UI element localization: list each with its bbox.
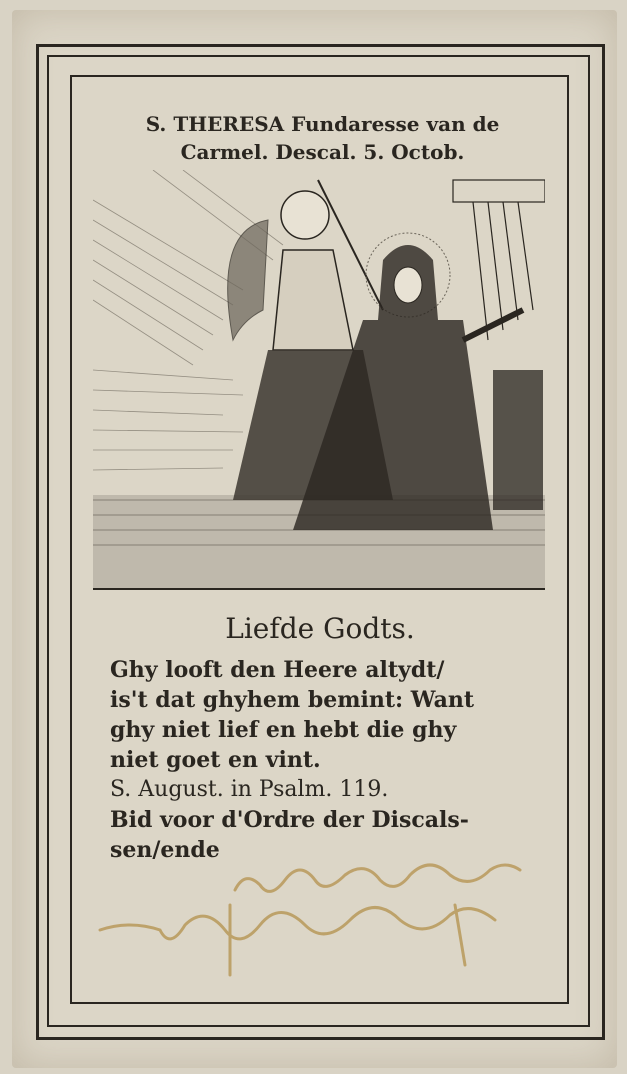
- text-heading: Liefde Godts.: [225, 612, 415, 645]
- text-line: is't dat ghyhem bemint: Want: [110, 687, 475, 713]
- header-line-2: Carmel. Descal. 5. Octob.: [180, 140, 465, 164]
- prayer-line: Bid voor d'Ordre der Discals-: [110, 807, 469, 833]
- text-line: niet goet en vint.: [110, 747, 321, 773]
- text-reference: S. August. in Psalm. 119.: [110, 777, 389, 802]
- prayer-line: sen/ende: [110, 837, 220, 863]
- header-line-1: S. THERESA Fundaresse van de: [145, 112, 500, 136]
- text-line: ghy niet lief en hebt die ghy: [110, 717, 457, 743]
- text-line: Ghy looft den Heere altydt/: [110, 657, 445, 683]
